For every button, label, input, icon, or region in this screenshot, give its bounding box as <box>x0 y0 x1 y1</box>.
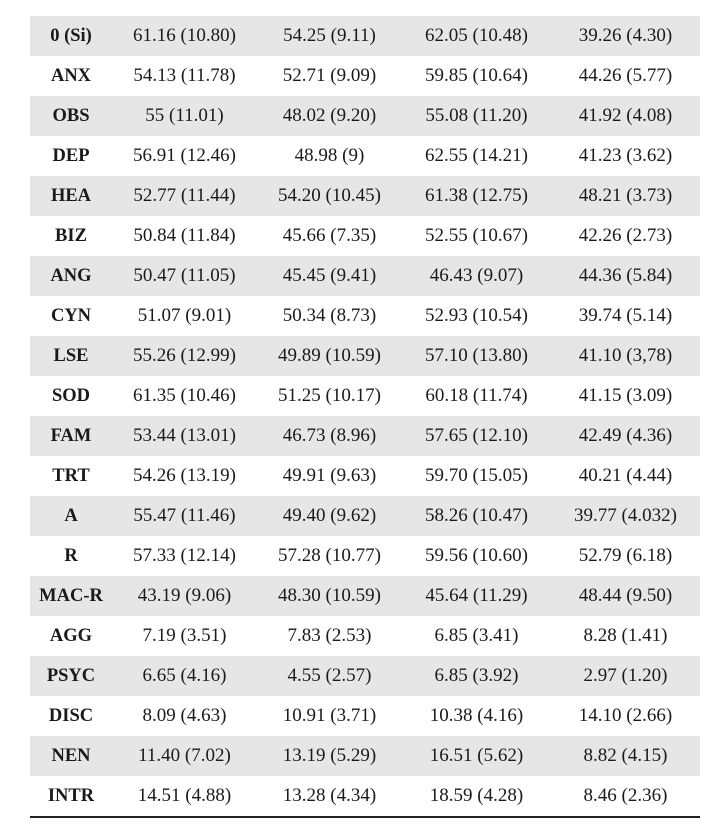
table-cell: 57.28 (10.77) <box>278 545 381 566</box>
table-row <box>30 416 700 456</box>
table-row <box>30 96 700 136</box>
table-cell: 8.09 (4.63) <box>142 705 227 726</box>
table-cell: 44.36 (5.84) <box>551 256 700 296</box>
table-row <box>30 536 700 576</box>
table-row <box>30 136 700 176</box>
table-row <box>30 56 700 96</box>
row-label: FAM <box>30 416 112 456</box>
table-cell: 49.40 (9.62) <box>257 496 402 536</box>
table-row <box>30 176 700 216</box>
row-label: CYN <box>50 305 92 326</box>
row-label: 0 (Si) <box>30 16 112 56</box>
row-label: PSYC <box>30 656 112 696</box>
table-cell: 53.44 (13.01) <box>112 416 257 456</box>
row-label: R <box>64 545 78 566</box>
row-label: SOD <box>51 385 91 406</box>
table-cell: 59.56 (10.60) <box>425 545 528 566</box>
table-row <box>30 736 700 776</box>
table-cell: 60.18 (11.74) <box>425 385 528 406</box>
table-cell: 41.23 (3.62) <box>578 145 673 166</box>
row-label: ANG <box>30 256 112 296</box>
table-cell: 39.74 (5.14) <box>578 305 673 326</box>
table-cell: 48.30 (10.59) <box>257 576 402 616</box>
row-label: NEN <box>30 736 112 776</box>
table-cell: 7.19 (3.51) <box>142 625 227 646</box>
table-cell: 57.33 (12.14) <box>133 545 236 566</box>
row-label: BIZ <box>55 225 87 246</box>
table-cell: 39.26 (4.30) <box>551 16 700 56</box>
table-cell: 50.84 (11.84) <box>133 225 236 246</box>
table-cell: 55.08 (11.20) <box>402 96 551 136</box>
table-cell: 8.28 (1.41) <box>583 625 668 646</box>
table-cell: 10.38 (4.16) <box>429 705 524 726</box>
table-cell: 54.26 (13.19) <box>133 465 236 486</box>
table-row <box>30 616 700 656</box>
table-row <box>30 656 700 696</box>
table-cell: 10.91 (3.71) <box>282 705 377 726</box>
data-table-container <box>30 16 700 818</box>
table-cell: 41.10 (3,78) <box>551 336 700 376</box>
table-row <box>30 496 700 536</box>
table-cell: 54.13 (11.78) <box>133 65 236 86</box>
table-row <box>30 16 700 56</box>
table-cell: 6.65 (4.16) <box>112 656 257 696</box>
table-cell: 57.10 (13.80) <box>402 336 551 376</box>
table-cell: 52.55 (10.67) <box>425 225 528 246</box>
table-cell: 14.10 (2.66) <box>578 705 673 726</box>
table-cell: 48.44 (9.50) <box>551 576 700 616</box>
table-row <box>30 776 700 816</box>
table-cell: 49.91 (9.63) <box>282 465 377 486</box>
table-cell: 48.21 (3.73) <box>551 176 700 216</box>
table-cell: 13.28 (4.34) <box>282 785 377 806</box>
table-cell: 11.40 (7.02) <box>112 736 257 776</box>
row-label: MAC-R <box>30 576 112 616</box>
table-row <box>30 376 700 416</box>
table-row <box>30 696 700 736</box>
table-row <box>30 336 700 376</box>
row-label: INTR <box>47 785 95 806</box>
table-cell: 44.26 (5.77) <box>578 65 673 86</box>
table-cell: 55.26 (12.99) <box>112 336 257 376</box>
table-cell: 59.70 (15.05) <box>425 465 528 486</box>
table-cell: 58.26 (10.47) <box>402 496 551 536</box>
table-cell: 55 (11.01) <box>112 96 257 136</box>
table-body <box>30 16 700 816</box>
table-cell: 6.85 (3.92) <box>402 656 551 696</box>
table-cell: 51.07 (9.01) <box>137 305 232 326</box>
row-label: DEP <box>52 145 90 166</box>
table-cell: 18.59 (4.28) <box>429 785 524 806</box>
table-cell: 55.47 (11.46) <box>112 496 257 536</box>
table-cell: 57.65 (12.10) <box>402 416 551 456</box>
table-cell: 54.25 (9.11) <box>257 16 402 56</box>
table-cell: 45.45 (9.41) <box>257 256 402 296</box>
table-cell: 45.66 (7.35) <box>282 225 377 246</box>
table-cell: 40.21 (4.44) <box>578 465 673 486</box>
table-cell: 52.79 (6.18) <box>578 545 673 566</box>
row-label: OBS <box>30 96 112 136</box>
table-cell: 14.51 (4.88) <box>137 785 232 806</box>
row-label: TRT <box>52 465 90 486</box>
table-row <box>30 216 700 256</box>
table-cell: 13.19 (5.29) <box>257 736 402 776</box>
table-cell: 8.46 (2.36) <box>583 785 668 806</box>
table-cell: 52.71 (9.09) <box>282 65 377 86</box>
table-cell: 41.15 (3.09) <box>578 385 673 406</box>
table-cell: 61.16 (10.80) <box>112 16 257 56</box>
table-cell: 46.43 (9.07) <box>402 256 551 296</box>
scale-scores-table <box>30 16 700 816</box>
table-cell: 8.82 (4.15) <box>551 736 700 776</box>
table-cell: 52.77 (11.44) <box>112 176 257 216</box>
table-row <box>30 456 700 496</box>
row-label: DISC <box>48 705 94 726</box>
table-cell: 45.64 (11.29) <box>402 576 551 616</box>
table-cell: 6.85 (3.41) <box>434 625 519 646</box>
table-cell: 49.89 (10.59) <box>257 336 402 376</box>
table-cell: 42.49 (4.36) <box>551 416 700 456</box>
table-cell: 54.20 (10.45) <box>257 176 402 216</box>
table-cell: 4.55 (2.57) <box>257 656 402 696</box>
table-cell: 42.26 (2.73) <box>578 225 673 246</box>
table-cell: 56.91 (12.46) <box>133 145 236 166</box>
table-cell: 50.34 (8.73) <box>282 305 377 326</box>
table-cell: 48.02 (9.20) <box>257 96 402 136</box>
table-cell: 2.97 (1.20) <box>551 656 700 696</box>
row-label: A <box>30 496 112 536</box>
table-cell: 7.83 (2.53) <box>287 625 372 646</box>
table-cell: 50.47 (11.05) <box>112 256 257 296</box>
table-row <box>30 296 700 336</box>
table-cell: 51.25 (10.17) <box>278 385 381 406</box>
table-cell: 46.73 (8.96) <box>257 416 402 456</box>
table-row <box>30 576 700 616</box>
row-label: LSE <box>30 336 112 376</box>
table-cell: 16.51 (5.62) <box>402 736 551 776</box>
table-cell: 59.85 (10.64) <box>425 65 528 86</box>
table-cell: 48.98 (9) <box>294 145 365 166</box>
table-cell: 43.19 (9.06) <box>112 576 257 616</box>
table-cell: 61.38 (12.75) <box>402 176 551 216</box>
table-cell: 62.55 (14.21) <box>425 145 528 166</box>
row-label: ANX <box>50 65 92 86</box>
table-cell: 52.93 (10.54) <box>425 305 528 326</box>
table-row <box>30 256 700 296</box>
row-label: HEA <box>30 176 112 216</box>
table-cell: 62.05 (10.48) <box>402 16 551 56</box>
row-label: AGG <box>49 625 93 646</box>
table-cell: 39.77 (4.032) <box>551 496 700 536</box>
table-cell: 41.92 (4.08) <box>551 96 700 136</box>
table-cell: 61.35 (10.46) <box>133 385 236 406</box>
